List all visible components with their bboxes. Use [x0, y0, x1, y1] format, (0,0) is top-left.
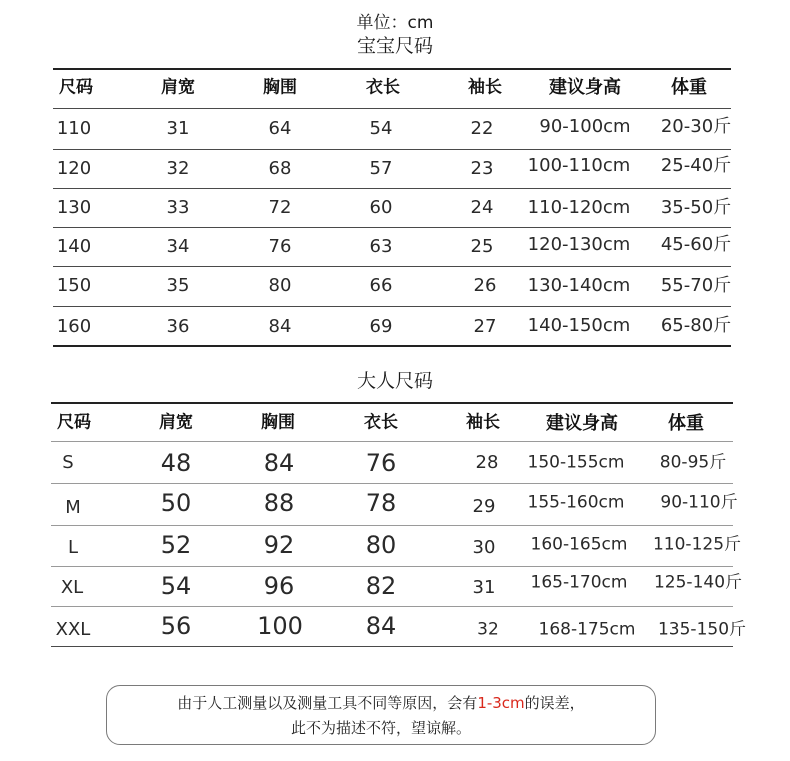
adult-header-bottom-line [51, 441, 733, 442]
adult-cell: 56 [160, 612, 192, 640]
note-text: 由于人工测量以及测量工具不同等原因，会有 [177, 694, 478, 712]
baby-cell: 24 [470, 197, 494, 218]
note-line-1 [107, 691, 655, 716]
adult-cell: 54 [160, 572, 192, 600]
note-line-2: 此不为描述不符，望谅解。 [290, 719, 471, 737]
baby-header-height: 建议身高 [549, 77, 621, 98]
adult-header-sleeve: 袖长 [466, 412, 500, 433]
adult-cell: 100 [257, 612, 303, 640]
adult-cell: 82 [365, 572, 397, 600]
baby-cell: 35-50斤 [660, 197, 732, 218]
adult-header-weight: 体重 [668, 413, 704, 434]
adult-cell: 84 [263, 449, 295, 477]
baby-cell: 20-30斤 [660, 116, 732, 137]
baby-cell: 63 [369, 236, 393, 257]
baby-cell: 34 [166, 236, 190, 257]
adult-header-length: 衣长 [364, 412, 398, 433]
adult-row-divider [51, 525, 733, 526]
measurement-note [106, 685, 656, 745]
adult-cell: 31 [472, 577, 496, 598]
baby-row-divider [53, 266, 731, 267]
adult-cell: 150-155cm [527, 452, 625, 473]
adult-cell: 78 [365, 489, 397, 517]
baby-cell: 33 [166, 197, 190, 218]
baby-cell: 90-100cm [539, 116, 631, 137]
adult-cell: 84 [365, 612, 397, 640]
adult-cell: 52 [160, 531, 192, 559]
baby-cell: 25-40斤 [660, 155, 732, 176]
baby-cell: 66 [369, 275, 393, 296]
adult-cell: 90-110斤 [660, 492, 738, 513]
baby-cell: 31 [166, 118, 190, 139]
baby-table-bottom-line [53, 345, 731, 347]
baby-cell: 100-110cm [527, 155, 631, 176]
adult-row-divider [51, 483, 733, 484]
baby-row-divider [53, 149, 731, 150]
baby-cell: 64 [268, 118, 292, 139]
baby-header-weight: 体重 [671, 77, 707, 98]
note-highlight: 1-3cm [477, 694, 525, 712]
adult-cell: 110-125斤 [652, 534, 742, 555]
baby-cell: 32 [166, 158, 190, 179]
adult-cell: 96 [263, 572, 295, 600]
baby-cell: 120-130cm [527, 234, 631, 255]
adult-cell: XXL [55, 619, 91, 640]
baby-cell: 45-60斤 [660, 234, 732, 255]
adult-cell: 160-165cm [530, 534, 628, 555]
adult-cell: 92 [263, 531, 295, 559]
baby-cell: 76 [268, 236, 292, 257]
baby-cell: 110 [56, 118, 92, 139]
adult-header-shoulder: 肩宽 [159, 412, 193, 433]
baby-cell: 57 [369, 158, 393, 179]
adult-row-divider [51, 606, 733, 607]
adult-cell: 168-175cm [538, 619, 636, 640]
baby-size-title: 宝宝尺码 [356, 35, 433, 57]
baby-cell: 80 [268, 275, 292, 296]
adult-cell: 165-170cm [530, 572, 628, 593]
baby-header-size: 尺码 [59, 77, 93, 98]
baby-cell: 54 [369, 118, 393, 139]
baby-row-divider [53, 227, 731, 228]
adult-cell: 30 [472, 537, 496, 558]
adult-cell: 155-160cm [527, 492, 625, 513]
baby-cell: 25 [470, 236, 494, 257]
baby-cell: 140 [56, 236, 92, 257]
baby-cell: 23 [470, 158, 494, 179]
adult-size-title: 大人尺码 [356, 370, 433, 392]
baby-header-shoulder: 肩宽 [161, 77, 195, 98]
adult-cell: XL [60, 577, 84, 598]
adult-cell: 28 [475, 452, 499, 473]
adult-cell: 135-150斤 [657, 619, 747, 640]
baby-cell: 68 [268, 158, 292, 179]
adult-header-chest: 胸围 [261, 412, 295, 433]
adult-cell: 88 [263, 489, 295, 517]
baby-cell: 140-150cm [527, 315, 631, 336]
baby-header-chest: 胸围 [263, 77, 297, 98]
adult-cell: 125-140斤 [653, 572, 743, 593]
adult-cell: 50 [160, 489, 192, 517]
baby-cell: 22 [470, 118, 494, 139]
baby-row-divider [53, 306, 731, 307]
baby-header-length: 衣长 [366, 77, 400, 98]
adult-table-bottom-line [51, 646, 733, 647]
adult-cell: M [65, 497, 81, 518]
unit-label: 单位：cm [356, 13, 434, 33]
baby-cell: 110-120cm [527, 197, 631, 218]
baby-cell: 36 [166, 316, 190, 337]
baby-cell: 84 [268, 316, 292, 337]
adult-cell: 80-95斤 [659, 452, 727, 473]
adult-cell: 48 [160, 449, 192, 477]
adult-cell: 29 [472, 496, 496, 517]
adult-cell: S [62, 452, 74, 473]
baby-row-divider [53, 188, 731, 189]
adult-cell: L [67, 537, 79, 558]
adult-cell: 80 [365, 531, 397, 559]
adult-row-divider [51, 566, 733, 567]
baby-cell: 35 [166, 275, 190, 296]
adult-cell: 32 [477, 619, 499, 640]
baby-header-bottom-line [53, 108, 731, 109]
baby-cell: 120 [56, 158, 92, 179]
baby-cell: 160 [56, 316, 92, 337]
baby-cell: 55-70斤 [660, 275, 732, 296]
note-text: 的误差， [524, 694, 585, 712]
baby-cell: 27 [473, 316, 497, 337]
baby-cell: 65-80斤 [660, 315, 732, 336]
baby-cell: 130 [56, 197, 92, 218]
adult-header-height: 建议身高 [546, 413, 618, 434]
baby-cell: 130-140cm [527, 275, 631, 296]
adult-header-size: 尺码 [57, 412, 91, 433]
baby-cell: 150 [56, 275, 92, 296]
baby-cell: 26 [473, 275, 497, 296]
adult-table-top-line [51, 402, 733, 404]
baby-header-sleeve: 袖长 [468, 77, 502, 98]
adult-cell: 76 [365, 449, 397, 477]
baby-table-top-line [53, 68, 731, 70]
baby-cell: 69 [369, 316, 393, 337]
baby-cell: 60 [369, 197, 393, 218]
baby-cell: 72 [268, 197, 292, 218]
